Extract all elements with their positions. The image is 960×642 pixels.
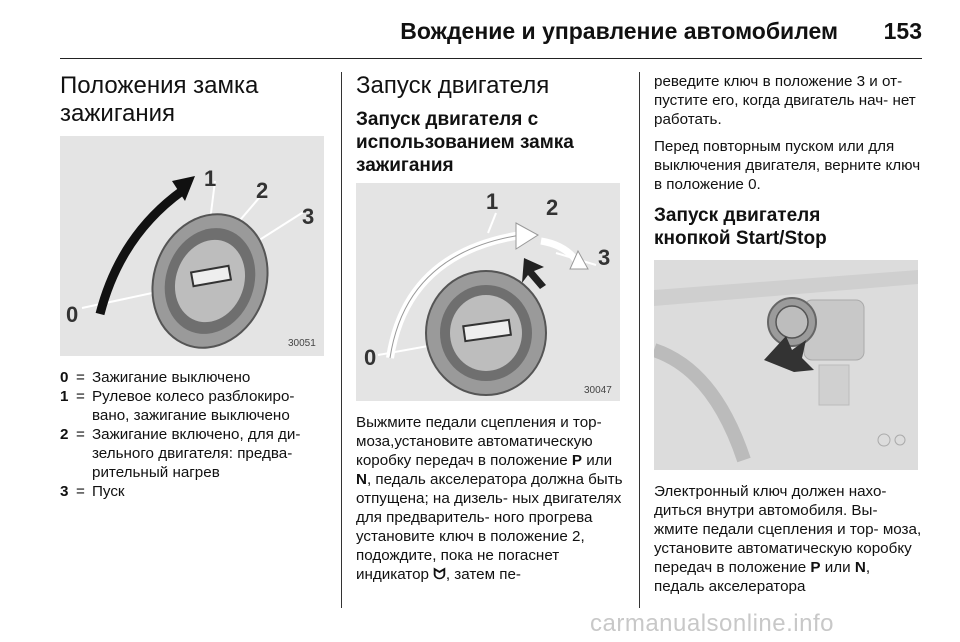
- page-number: 153: [883, 18, 922, 44]
- legend-sep: =: [76, 388, 85, 405]
- legend-sep: =: [76, 426, 85, 443]
- legend-sep: =: [76, 483, 85, 500]
- legend-text: Пуск: [92, 483, 125, 500]
- figure-label: 1: [486, 189, 499, 214]
- figure-label: 0: [66, 302, 79, 327]
- text-run: Электронный ключ должен нахо- диться внутри автомобиля. Вы- жмите педали сцепления и тор- моза, установите автоматическую коробку передач в положение: [654, 483, 922, 576]
- header-divider: [60, 58, 922, 59]
- instruction-paragraph: [654, 482, 922, 596]
- legend-key: 2: [60, 426, 69, 443]
- gear-n: N: [356, 471, 367, 488]
- figure-label: 2: [546, 195, 559, 220]
- gear-n: N: [854, 559, 866, 576]
- column-ignition-positions: [60, 72, 326, 501]
- figure-code: 30051: [288, 338, 316, 349]
- header-title: Вождение и управление автомобилем: [400, 18, 838, 44]
- column-engine-start: [356, 72, 626, 592]
- text-run: , педаль акселератора должна быть отпущена; на дизель- ных двигателях для предваритель- ного прогрева установите ключ в положение 2, подождите, пока не погаснет индикатор: [356, 471, 623, 583]
- legend-key: 0: [60, 369, 69, 386]
- paragraph: Перед повторным пуском или для выключения двигателя, верните ключ в положение 0.: [654, 138, 921, 193]
- legend-text: Зажигание выключено: [92, 369, 251, 386]
- legend-key: 1: [60, 388, 69, 405]
- figure-label: 3: [302, 204, 315, 229]
- text-run: , педаль акселератора: [654, 559, 871, 595]
- legend-text: Зажигание включено, для ди- зельного двигателя: предва- рительный нагрев: [92, 426, 301, 481]
- text-run: , затем пе-: [445, 566, 521, 583]
- figure-label: 2: [256, 178, 269, 203]
- legend-text: Рулевое колесо разблокиро- вано, зажигание выключено: [92, 388, 295, 424]
- start-stop-button-figure: [654, 260, 918, 470]
- ignition-start-figure: [356, 183, 620, 401]
- figure-label: 1: [204, 166, 217, 191]
- gear-p: P: [571, 452, 583, 469]
- section-heading: Запуск двигателя: [356, 72, 550, 99]
- subsection-heading: Запуск двигателя кнопкой Start/Stop: [654, 205, 827, 249]
- figure-label: 3: [598, 245, 611, 270]
- ignition-lock-figure: [60, 136, 324, 356]
- text-run: или: [820, 559, 855, 576]
- text-run: или: [582, 452, 613, 469]
- column-divider: [639, 72, 640, 608]
- instruction-paragraph: [356, 413, 626, 584]
- watermark: carmanualsonline.info: [590, 610, 834, 637]
- gear-p: P: [810, 559, 821, 576]
- continued-paragraph: реведите ключ в положение 3 и от- пустите его, когда двигатель нач- нет работать.: [654, 73, 916, 128]
- section-heading: Положения замка зажигания: [60, 72, 259, 127]
- column-start-stop: [654, 72, 922, 604]
- legend-sep: =: [76, 369, 85, 386]
- legend-key: 3: [60, 483, 69, 500]
- subsection-heading: Запуск двигателя с использованием замка зажигания: [356, 109, 574, 176]
- text-run: Выжмите педали сцепления и тор- моза,установите автоматическую коробку передач в положение: [356, 414, 602, 469]
- figure-label: 0: [364, 345, 377, 370]
- legend-list: [60, 368, 326, 501]
- figure-code: 30047: [584, 385, 612, 396]
- glow-plug-indicator-icon: ᗢ: [433, 565, 446, 583]
- column-divider: [341, 72, 342, 608]
